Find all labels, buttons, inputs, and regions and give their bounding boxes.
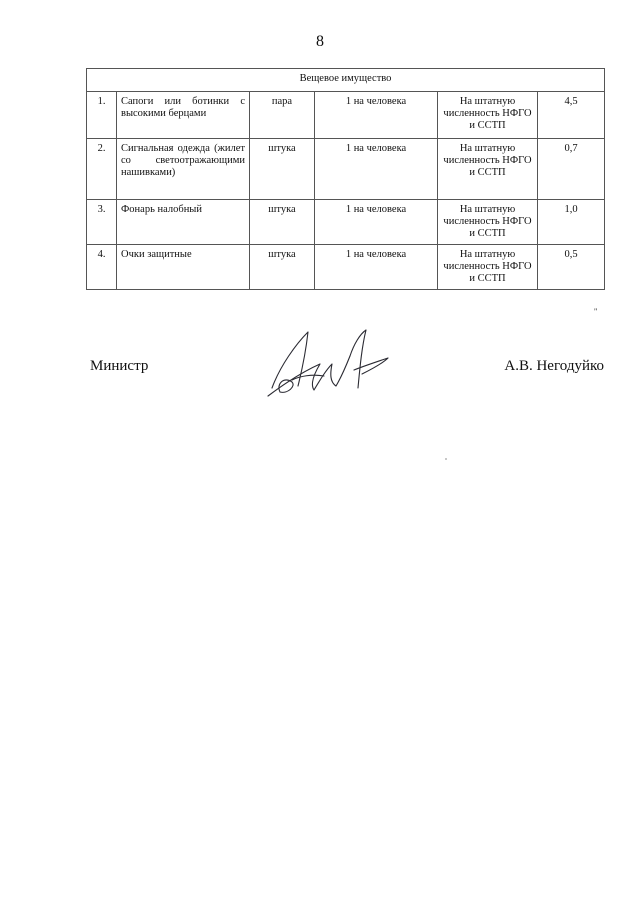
closing-quote-mark: " — [594, 307, 598, 316]
service-period: 4,5 — [538, 92, 605, 139]
property-table — [86, 68, 605, 290]
issue-norm: 1 на человека — [315, 245, 438, 290]
table-row — [87, 139, 605, 200]
item-name: Фонарь налобный — [117, 200, 250, 245]
signatory-name: А.В. Негодуйко — [504, 358, 604, 374]
unit-of-measure: штука — [250, 200, 315, 245]
service-period: 0,7 — [538, 139, 605, 200]
service-period: 1,0 — [538, 200, 605, 245]
row-number: 1. — [87, 92, 117, 139]
section-header-row — [87, 69, 605, 92]
handwritten-signature — [262, 326, 402, 402]
issue-basis: На штатную численность НФГО и ССТП — [438, 139, 538, 200]
unit-of-measure: пара — [250, 92, 315, 139]
row-number: 3. — [87, 200, 117, 245]
row-number: 4. — [87, 245, 117, 290]
table-row — [87, 245, 605, 290]
unit-of-measure: штука — [250, 139, 315, 200]
issue-norm: 1 на человека — [315, 139, 438, 200]
issue-basis: На штатную численность НФГО и ССТП — [438, 245, 538, 290]
table-row — [87, 92, 605, 139]
signatory-title: Министр — [90, 358, 149, 374]
item-name: Сапоги или ботинки с высокими берцами — [117, 92, 250, 139]
issue-basis: На штатную численность НФГО и ССТП — [438, 200, 538, 245]
item-name: Сигнальная одежда (жилет со светоотражающими нашивками) — [117, 139, 250, 200]
unit-of-measure: штука — [250, 245, 315, 290]
page-number: 8 — [316, 33, 324, 50]
scan-artifact — [445, 458, 447, 460]
issue-norm: 1 на человека — [315, 92, 438, 139]
section-title: Вещевое имущество — [87, 69, 605, 92]
row-number: 2. — [87, 139, 117, 200]
service-period: 0,5 — [538, 245, 605, 290]
table-row — [87, 200, 605, 245]
issue-basis: На штатную численность НФГО и ССТП — [438, 92, 538, 139]
item-name: Очки защитные — [117, 245, 250, 290]
issue-norm: 1 на человека — [315, 200, 438, 245]
